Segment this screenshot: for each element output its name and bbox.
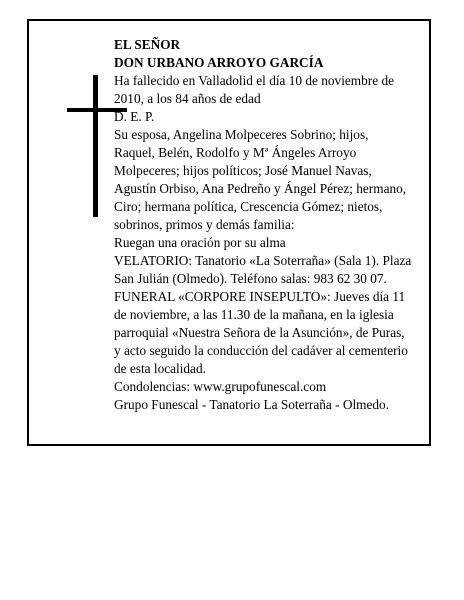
heading-title: EL SEÑOR <box>114 37 181 52</box>
wake-info: VELATORIO: Tanatorio «La Soterraña» (Sala 1). Plaza San Julián (Olmedo). Teléfono salas: 983 62 30 07. <box>114 253 412 286</box>
death-info: Ha fallecido en Valladolid el día 10 de noviembre de 2010, a los 84 años de edad <box>114 73 395 106</box>
obituary-text <box>114 36 412 414</box>
funeral-home: Grupo Funescal - Tanatorio La Soterraña - Olmedo. <box>114 397 390 412</box>
dep-text: D. E. P. <box>114 109 155 124</box>
funeral-info: FUNERAL «CORPORE INSEPULTO»: Jueves día 11 de noviembre, a las 11.30 de la mañana, en la iglesia parroquial «Nuestra Señora de la Asunción», de Puras, y acto seguido la conducción del cadáver al cementerio de esta localidad. <box>114 289 408 376</box>
family-list: Su esposa, Angelina Molpeceres Sobrino; hijos, Raquel, Belén, Rodolfo y Mª Ángeles Arroyo Molpeceres; hijos políticos; José Manuel Navas, Agustín Orbiso, Ana Pedreño y Ángel Pérez; hermano, Ciro; hermana política, Crescencia Gómez; nietos, sobrinos, primos y demás familia: <box>114 127 407 232</box>
deceased-name: DON URBANO ARROYO GARCÍA <box>114 55 324 70</box>
condolences-link: Condolencias: www.grupofunescal.com <box>114 379 327 394</box>
cross-vertical-bar <box>93 75 98 217</box>
prayer-request: Ruegan una oración por su alma <box>114 235 286 250</box>
